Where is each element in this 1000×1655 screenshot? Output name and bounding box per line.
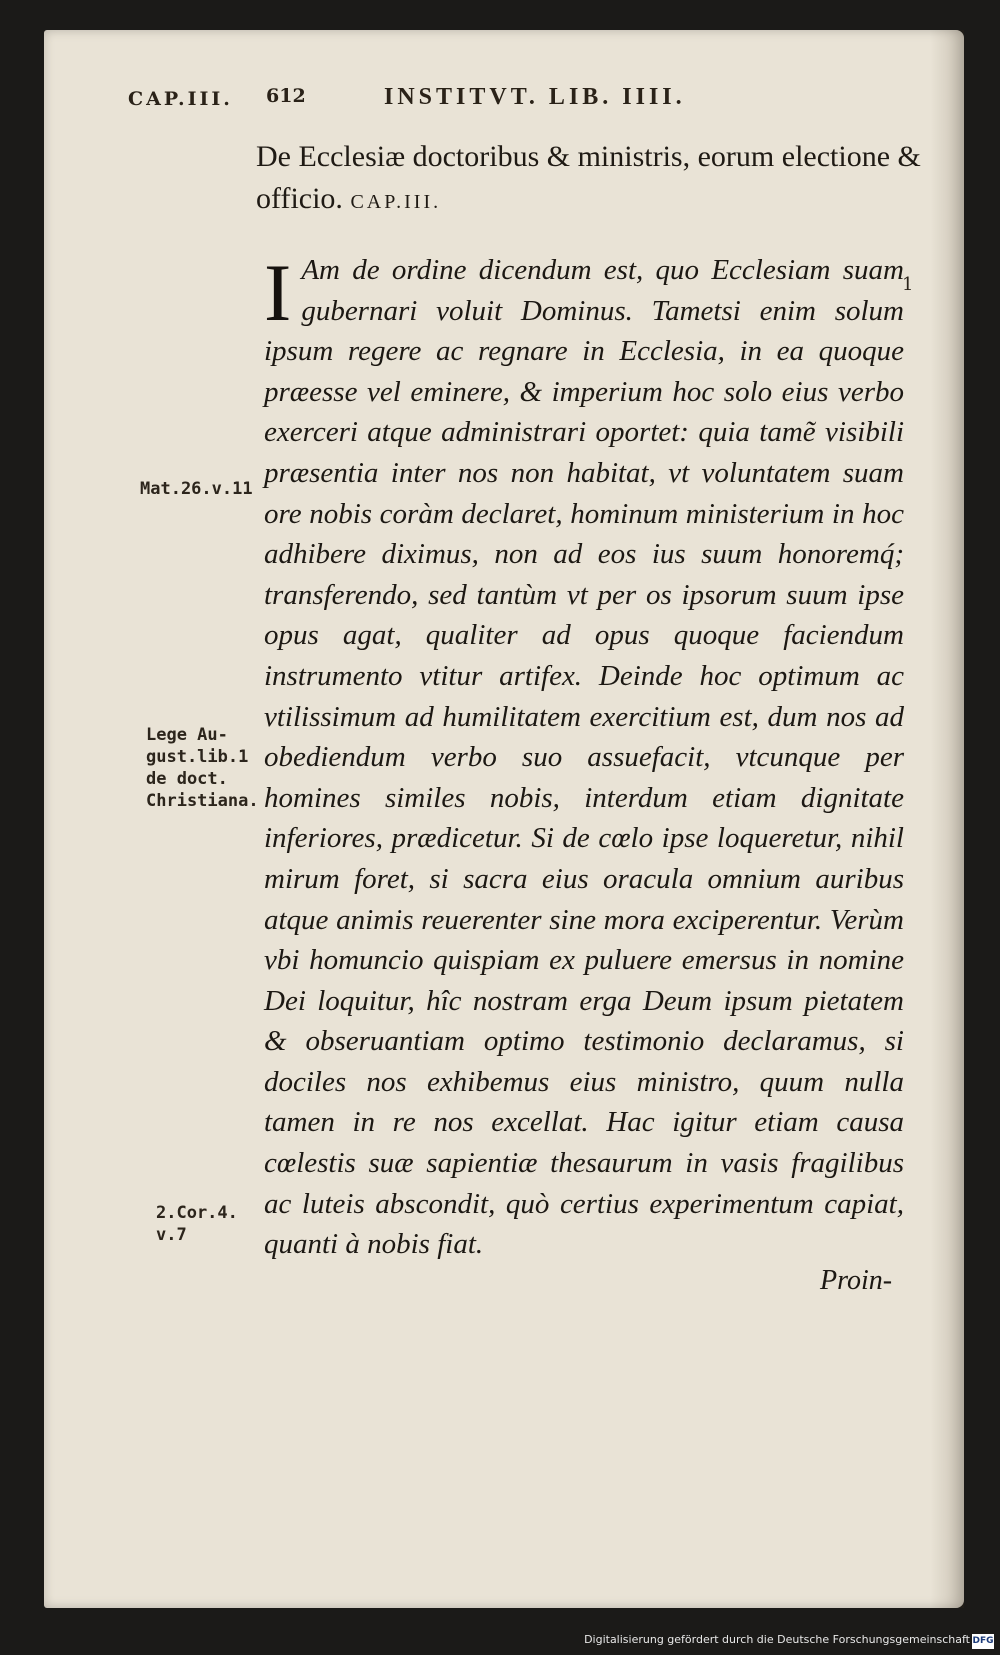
margin-note-corinthians [156, 1202, 238, 1246]
margin-note-line: 2.Cor.4. [156, 1203, 238, 1223]
margin-note-matthew [140, 478, 253, 500]
body-text [264, 247, 904, 1265]
margin-note-line: v.7 [156, 1225, 187, 1245]
chapter-heading [256, 136, 956, 223]
margin-note-line: Christiana. [146, 791, 259, 811]
footer-bar [0, 1615, 1000, 1655]
dfg-logo-icon: DFG [972, 1634, 994, 1649]
running-header [44, 30, 964, 110]
catchword: Proin- [820, 1265, 893, 1296]
body-paragraph: Am de ordine dicendum est, quo Ecclesiam suam gubernari voluit Dominus. Tametsi enim solum ipsum regere ac regnare in Ecclesia, in ea quoque præesse vel eminere, & imperium hoc solo eius verbo exerceri atque administrari oportet: quia tamẽ visibili præsentia inter nos non habitat, vt voluntatem suam ore nobis coràm declaret, hominum ministerium in hoc adhibere diximus, non ad eos ius suum honoremq́; transferendo, sed tantùm vt per os ipsorum suum ipse opus agat, qualiter ad opus quoque faciendum instrumento vtitur artifex. Deinde hoc optimum ac vtilissimum ad humilitatem exercitium est, dum nos ad obediendum verbo suo assuefacit, vtcunque per homines similes nobis, interdum etiam dignitate inferiores, prædicetur. Si de cœlo ipse loqueretur, nihil mirum foret, si sacra eius oracula omnium auribus atque animis reuerenter sine mora exciperentur. Verùm vbi homuncio quispiam ex puluere emersus in nomine Dei loquitur, hîc nostram erga Deum ipsum pietatem & obseruantiam optimo testimonio declaramus, si dociles nos exhibemus eius ministro, quum nulla tamen in re nos excellat. Hac igitur etiam causa cœlestis suæ sapientiæ thesaurum in vasis fragilibus ac luteis abscondit, quò certius experimentum capiat, quanti à nobis fiat. [264, 254, 904, 1261]
margin-note-text: Mat.26.v.11 [140, 479, 253, 499]
page-edge-shadow [930, 30, 964, 1608]
page-number: 612 [266, 85, 306, 107]
drop-cap: I [264, 247, 292, 338]
margin-note-line: de doct. [146, 769, 228, 789]
margin-note-line: gust.lib.1 [146, 747, 249, 767]
running-title: INSTITVT. LIB. IIII. [384, 84, 686, 110]
margin-note-augustine [146, 724, 259, 812]
right-margin-mark: 1 [902, 274, 914, 295]
chapter-label: CAP.III. [128, 88, 233, 110]
footer-credit: Digitalisierung gefördert durch die Deutsche Forschungsgemeinschaft [584, 1633, 970, 1646]
chapter-heading-cap: CAP.III. [350, 191, 442, 213]
chapter-heading-text: De Ecclesiæ doctoribus & ministris, eorum electione & officio. [256, 140, 921, 215]
book-page [44, 30, 964, 1608]
margin-note-line: Lege Au- [146, 725, 228, 745]
